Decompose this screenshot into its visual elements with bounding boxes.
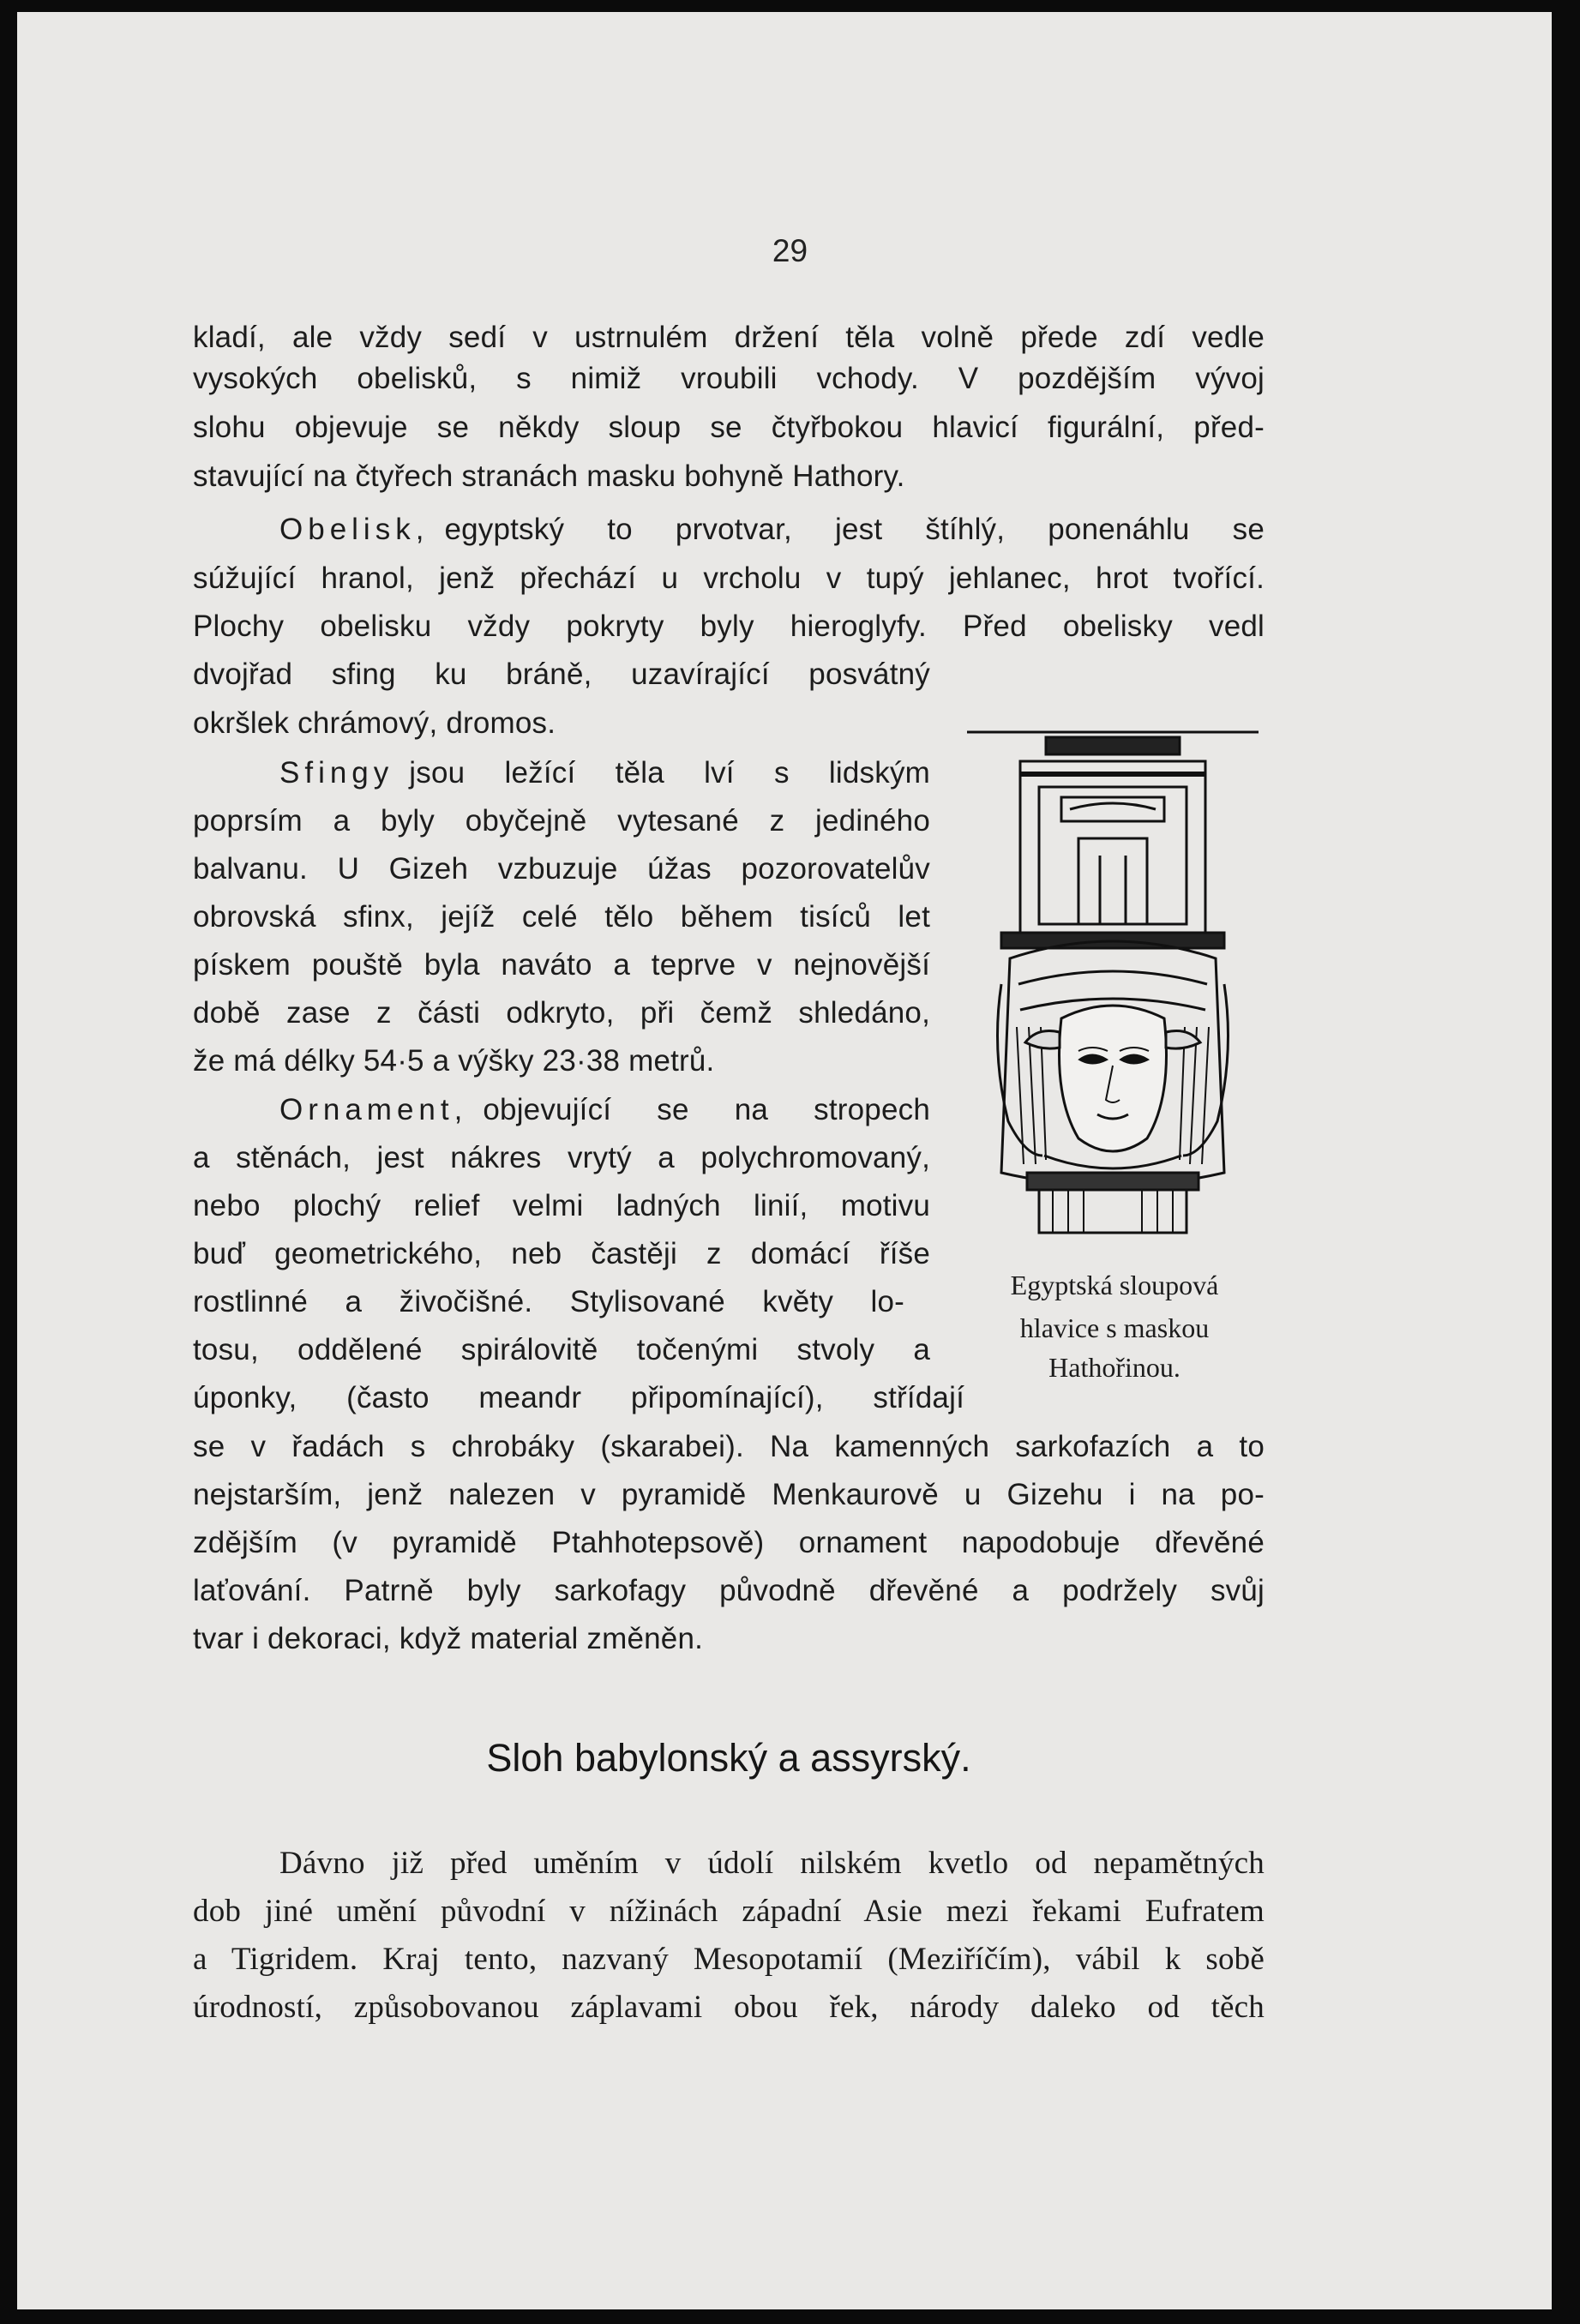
text-line: že má délky 54·5 a výšky 23·38 metrů. (193, 1044, 715, 1078)
hathor-capital-drawing (967, 727, 1259, 1241)
text-line: poprsím a byly obyčejně vytesané z jediného (193, 804, 930, 838)
text-line: tosu, oddělené spirálovitě točenými stvoly a (193, 1333, 930, 1366)
spaced-term-sfingy: Sfingy (279, 756, 394, 790)
text-line-obelisk (279, 511, 1265, 549)
figure-caption-line: Hathořinou. (1048, 1352, 1180, 1383)
text-line: stavující na čtyřech stranách masku bohyně Hathory. (193, 459, 905, 493)
figure-caption-line: Egyptská sloupová (1010, 1270, 1219, 1300)
spaced-term-obelisk: Obelisk, (279, 513, 430, 546)
figure-caption-line: hlavice s maskou (1019, 1312, 1210, 1343)
text-line: tvar i dekoraci, když material změněn. (193, 1622, 704, 1655)
text-line: rostlinné a živočišné. Stylisované květy lo- (193, 1285, 904, 1318)
text-line: okršlek chrámový, dromos. (193, 706, 556, 740)
text-line: laťování. Patrně byly sarkofagy původně dřevěné a podržely svůj (193, 1574, 1265, 1607)
text-line: nebo plochý relief velmi ladných linií, motivu (193, 1189, 930, 1222)
text-line: vysokých obelisků, s nimiž vroubili vchody. V pozdějším vývoj (193, 362, 1265, 395)
text-line-ornament (279, 1091, 930, 1129)
text-line: jsou ležící těla lví s lidským (409, 756, 930, 790)
text-line: se v řadách s chrobáky (skarabei). Na kamenných sarkofazích a to (193, 1430, 1265, 1463)
text-line: pískem pouště byla naváto a teprve v nejnovější (193, 948, 930, 982)
text-line: balvanu. U Gizeh vzbuzuje úžas pozorovatelův (193, 852, 930, 886)
text-line: objevující se na stropech (483, 1093, 930, 1126)
spaced-term-ornament: Ornament, (279, 1093, 468, 1126)
text-line: obrovská sfinx, jejíž celé tělo během tisíců let (193, 900, 930, 934)
text-line: úrodností, způsobovanou záplavami obou řek, národy daleko od těch (193, 1990, 1265, 2025)
text-line: kladí, ale vždy sedí v ustrnulém držení těla volně přede zdí vedle (193, 321, 1265, 354)
text-line: úponky, (často meandr připomínající), střídají (193, 1381, 964, 1414)
section-heading: Sloh babylonský a assyrský. (486, 1736, 971, 1780)
text-line: Plochy obelisku vždy pokryty byly hieroglyfy. Před obelisky vedl (193, 610, 1265, 643)
text-line: dvojřad sfing ku bráně, uzavírající posvátný (193, 658, 930, 691)
text-line: a stěnách, jest nákres vrytý a polychromovaný, (193, 1141, 930, 1174)
text-line: Dávno již před uměním v údolí nilském kvetlo od nepamětných (279, 1846, 1265, 1881)
text-line: době zase z části odkryto, při čemž shledáno, (193, 996, 930, 1030)
page-number: 29 (772, 233, 808, 268)
text-line: buď geometrického, neb častěji z domácí říše (193, 1237, 930, 1270)
text-line: zdějším (v pyramidě Ptahhotepsově) ornament napodobuje dřevěné (193, 1526, 1265, 1559)
text-line: súžující hranol, jenž přechází u vrcholu v tupý jehlanec, hrot tvořící. (193, 561, 1265, 595)
text-line: dob jiné umění původní v nížinách západní Asie mezi řekami Eufratem (193, 1894, 1265, 1929)
text-line: nejstarším, jenž nalezen v pyramidě Menkaurově u Gizehu i na po- (193, 1478, 1265, 1511)
text-line-sfingy (279, 754, 930, 792)
text-line: slohu objevuje se někdy sloup se čtyřbokou hlavicí figurální, před- (193, 411, 1265, 444)
text-line: egyptský to prvotvar, jest štíhlý, ponenáhlu se (444, 513, 1265, 546)
text-line: a Tigridem. Kraj tento, nazvaný Mesopotamií (Meziříčím), vábil k sobě (193, 1942, 1265, 1977)
hathor-capital-illustration (967, 727, 1259, 1241)
